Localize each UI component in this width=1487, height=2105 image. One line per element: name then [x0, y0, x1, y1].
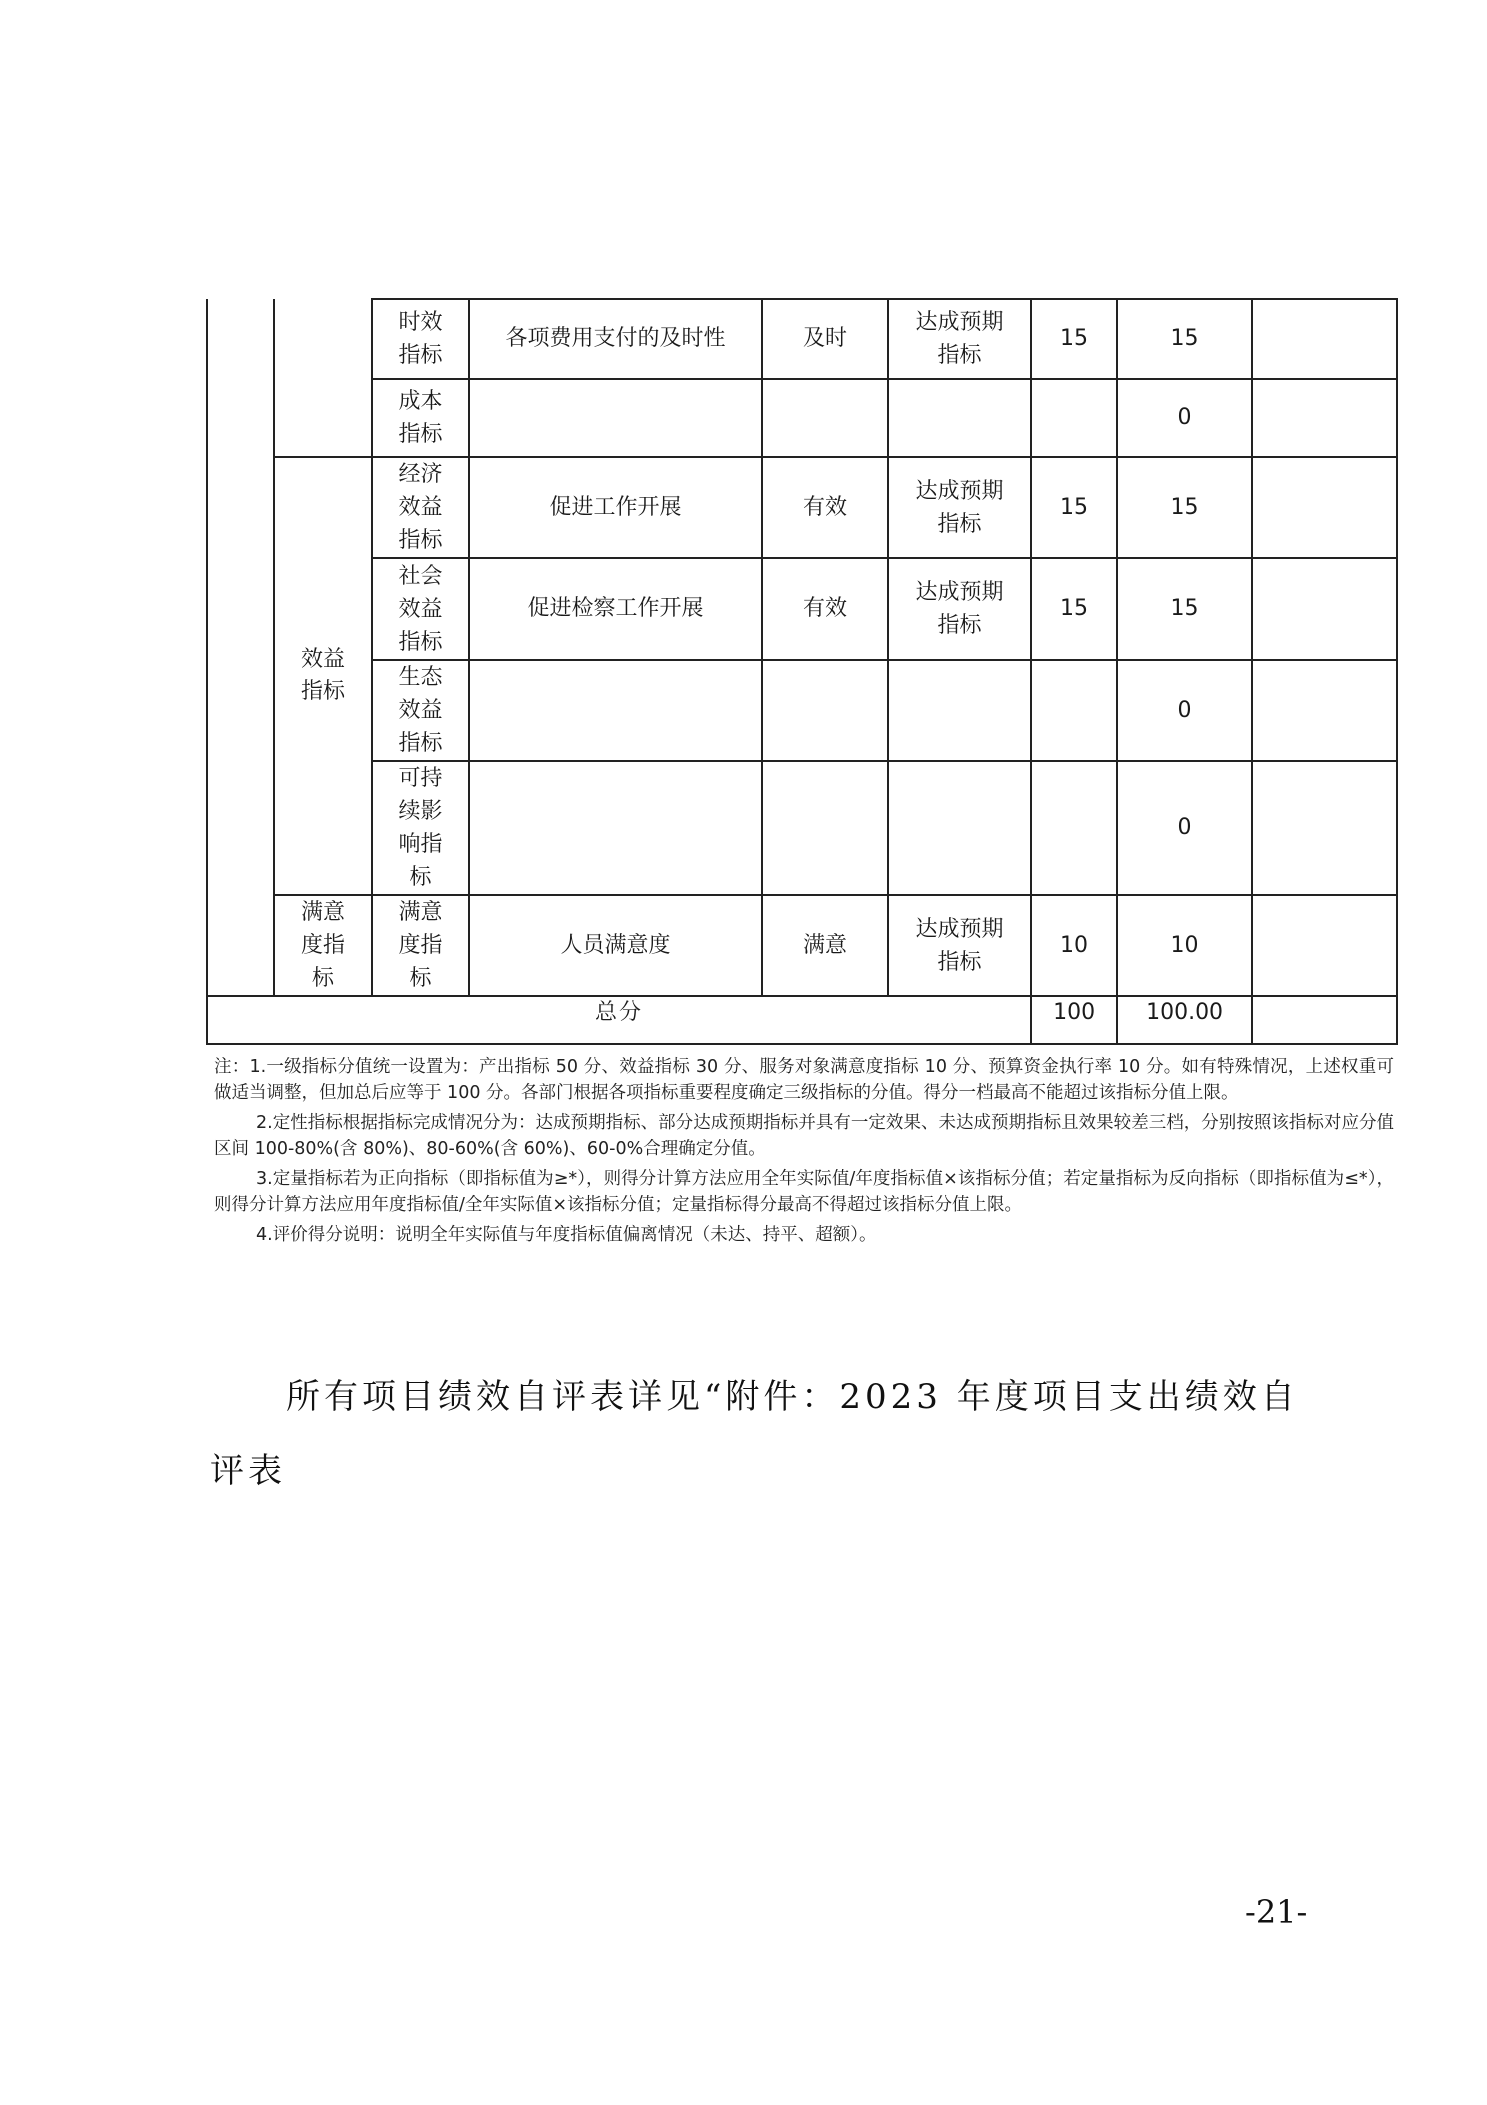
indicator-cell — [469, 379, 762, 457]
note-cell — [1252, 761, 1397, 895]
note-4: 4.评价得分说明：说明全年实际值与年度指标值偏离情况（未达、持平、超额）。 — [256, 1225, 877, 1245]
note-cell — [1252, 895, 1397, 996]
score-cell: 15 — [1117, 558, 1252, 660]
score-cell: 0 — [1117, 660, 1252, 761]
level3-cell: 满意 度指 标 — [372, 895, 469, 996]
table-row — [207, 558, 1397, 660]
target-cell — [762, 761, 888, 895]
table-notes — [214, 1054, 1394, 1252]
actual-cell — [888, 379, 1031, 457]
level3-cell: 时效 指标 — [372, 299, 469, 379]
total-weight: 100 — [1031, 982, 1117, 1044]
table-row — [207, 299, 1397, 379]
total-note — [1252, 982, 1397, 1044]
note-cell — [1252, 299, 1397, 379]
table-row — [207, 379, 1397, 457]
performance-table — [206, 298, 1398, 997]
actual-cell: 达成预期 指标 — [888, 299, 1031, 379]
indicator-cell: 各项费用支付的及时性 — [469, 299, 762, 379]
page-number: -21- — [1245, 1893, 1308, 1931]
target-cell — [762, 379, 888, 457]
table-row — [207, 895, 1397, 996]
level3-cell: 可持 续影 响指 标 — [372, 761, 469, 895]
weight-cell — [1031, 761, 1117, 895]
level2-cell: 效益 指标 — [274, 457, 372, 895]
weight-cell: 15 — [1031, 299, 1117, 379]
table-row — [207, 761, 1397, 895]
actual-cell: 达成预期 指标 — [888, 457, 1031, 558]
conclusion-text: 所有项目绩效自评表详见“附件：2023 年度项目支出绩效自评表 — [210, 1377, 1299, 1491]
note-1: 注：1.一级指标分值统一设置为：产出指标 50 分、效益指标 30 分、服务对象满意度指标 10 分、预算资金执行率 10 分。如有特殊情况，上述权重可做适当调整，但加总后应等于 100 分。各部门根据各项指标重要程度确定三级指标的分值。得分一档最高不能超过该指标分值上限。 — [214, 1057, 1394, 1103]
level3-cell: 社会 效益 指标 — [372, 558, 469, 660]
note-3: 3.定量指标若为正向指标（即指标值为≥*），则得分计算方法应用全年实际值/年度指标值×该指标分值；若定量指标为反向指标（即指标值为≤*），则得分计算方法应用年度指标值/全年实际值×该指标分值；定量指标得分最高不得超过该指标分值上限。 — [214, 1169, 1394, 1215]
level2-cell — [274, 299, 372, 457]
score-cell: 0 — [1117, 761, 1252, 895]
note-cell — [1252, 558, 1397, 660]
weight-cell: 15 — [1031, 457, 1117, 558]
level1-cell — [207, 299, 274, 996]
note-2: 2.定性指标根据指标完成情况分为：达成预期指标、部分达成预期指标并具有一定效果、未达成预期指标且效果较差三档，分别按照该指标对应分值区间 100-80%(含 80%)、80-60%(含 60%)、60-0%合理确定分值。 — [214, 1113, 1394, 1159]
score-cell: 15 — [1117, 457, 1252, 558]
score-cell: 15 — [1117, 299, 1252, 379]
table-row — [207, 660, 1397, 761]
total-score: 100.00 — [1117, 982, 1252, 1044]
total-table — [206, 982, 1398, 1045]
actual-cell — [888, 660, 1031, 761]
score-cell: 0 — [1117, 379, 1252, 457]
level2-cell: 满意 度指 标 — [274, 895, 372, 996]
actual-cell — [888, 761, 1031, 895]
note-cell — [1252, 457, 1397, 558]
weight-cell — [1031, 379, 1117, 457]
actual-cell: 达成预期 指标 — [888, 895, 1031, 996]
level3-cell: 成本 指标 — [372, 379, 469, 457]
table-row — [207, 457, 1397, 558]
target-cell: 及时 — [762, 299, 888, 379]
indicator-cell: 促进检察工作开展 — [469, 558, 762, 660]
target-cell: 有效 — [762, 457, 888, 558]
score-cell: 10 — [1117, 895, 1252, 996]
level3-cell: 生态 效益 指标 — [372, 660, 469, 761]
target-cell — [762, 660, 888, 761]
total-row — [207, 982, 1397, 1044]
weight-cell: 15 — [1031, 558, 1117, 660]
actual-cell: 达成预期 指标 — [888, 558, 1031, 660]
indicator-cell: 促进工作开展 — [469, 457, 762, 558]
indicator-cell — [469, 761, 762, 895]
level3-cell: 经济 效益 指标 — [372, 457, 469, 558]
target-cell: 满意 — [762, 895, 888, 996]
weight-cell: 10 — [1031, 895, 1117, 996]
weight-cell — [1031, 660, 1117, 761]
note-cell — [1252, 660, 1397, 761]
indicator-cell: 人员满意度 — [469, 895, 762, 996]
total-label: 总分 — [207, 982, 1031, 1044]
note-cell — [1252, 379, 1397, 457]
target-cell: 有效 — [762, 558, 888, 660]
indicator-cell — [469, 660, 762, 761]
